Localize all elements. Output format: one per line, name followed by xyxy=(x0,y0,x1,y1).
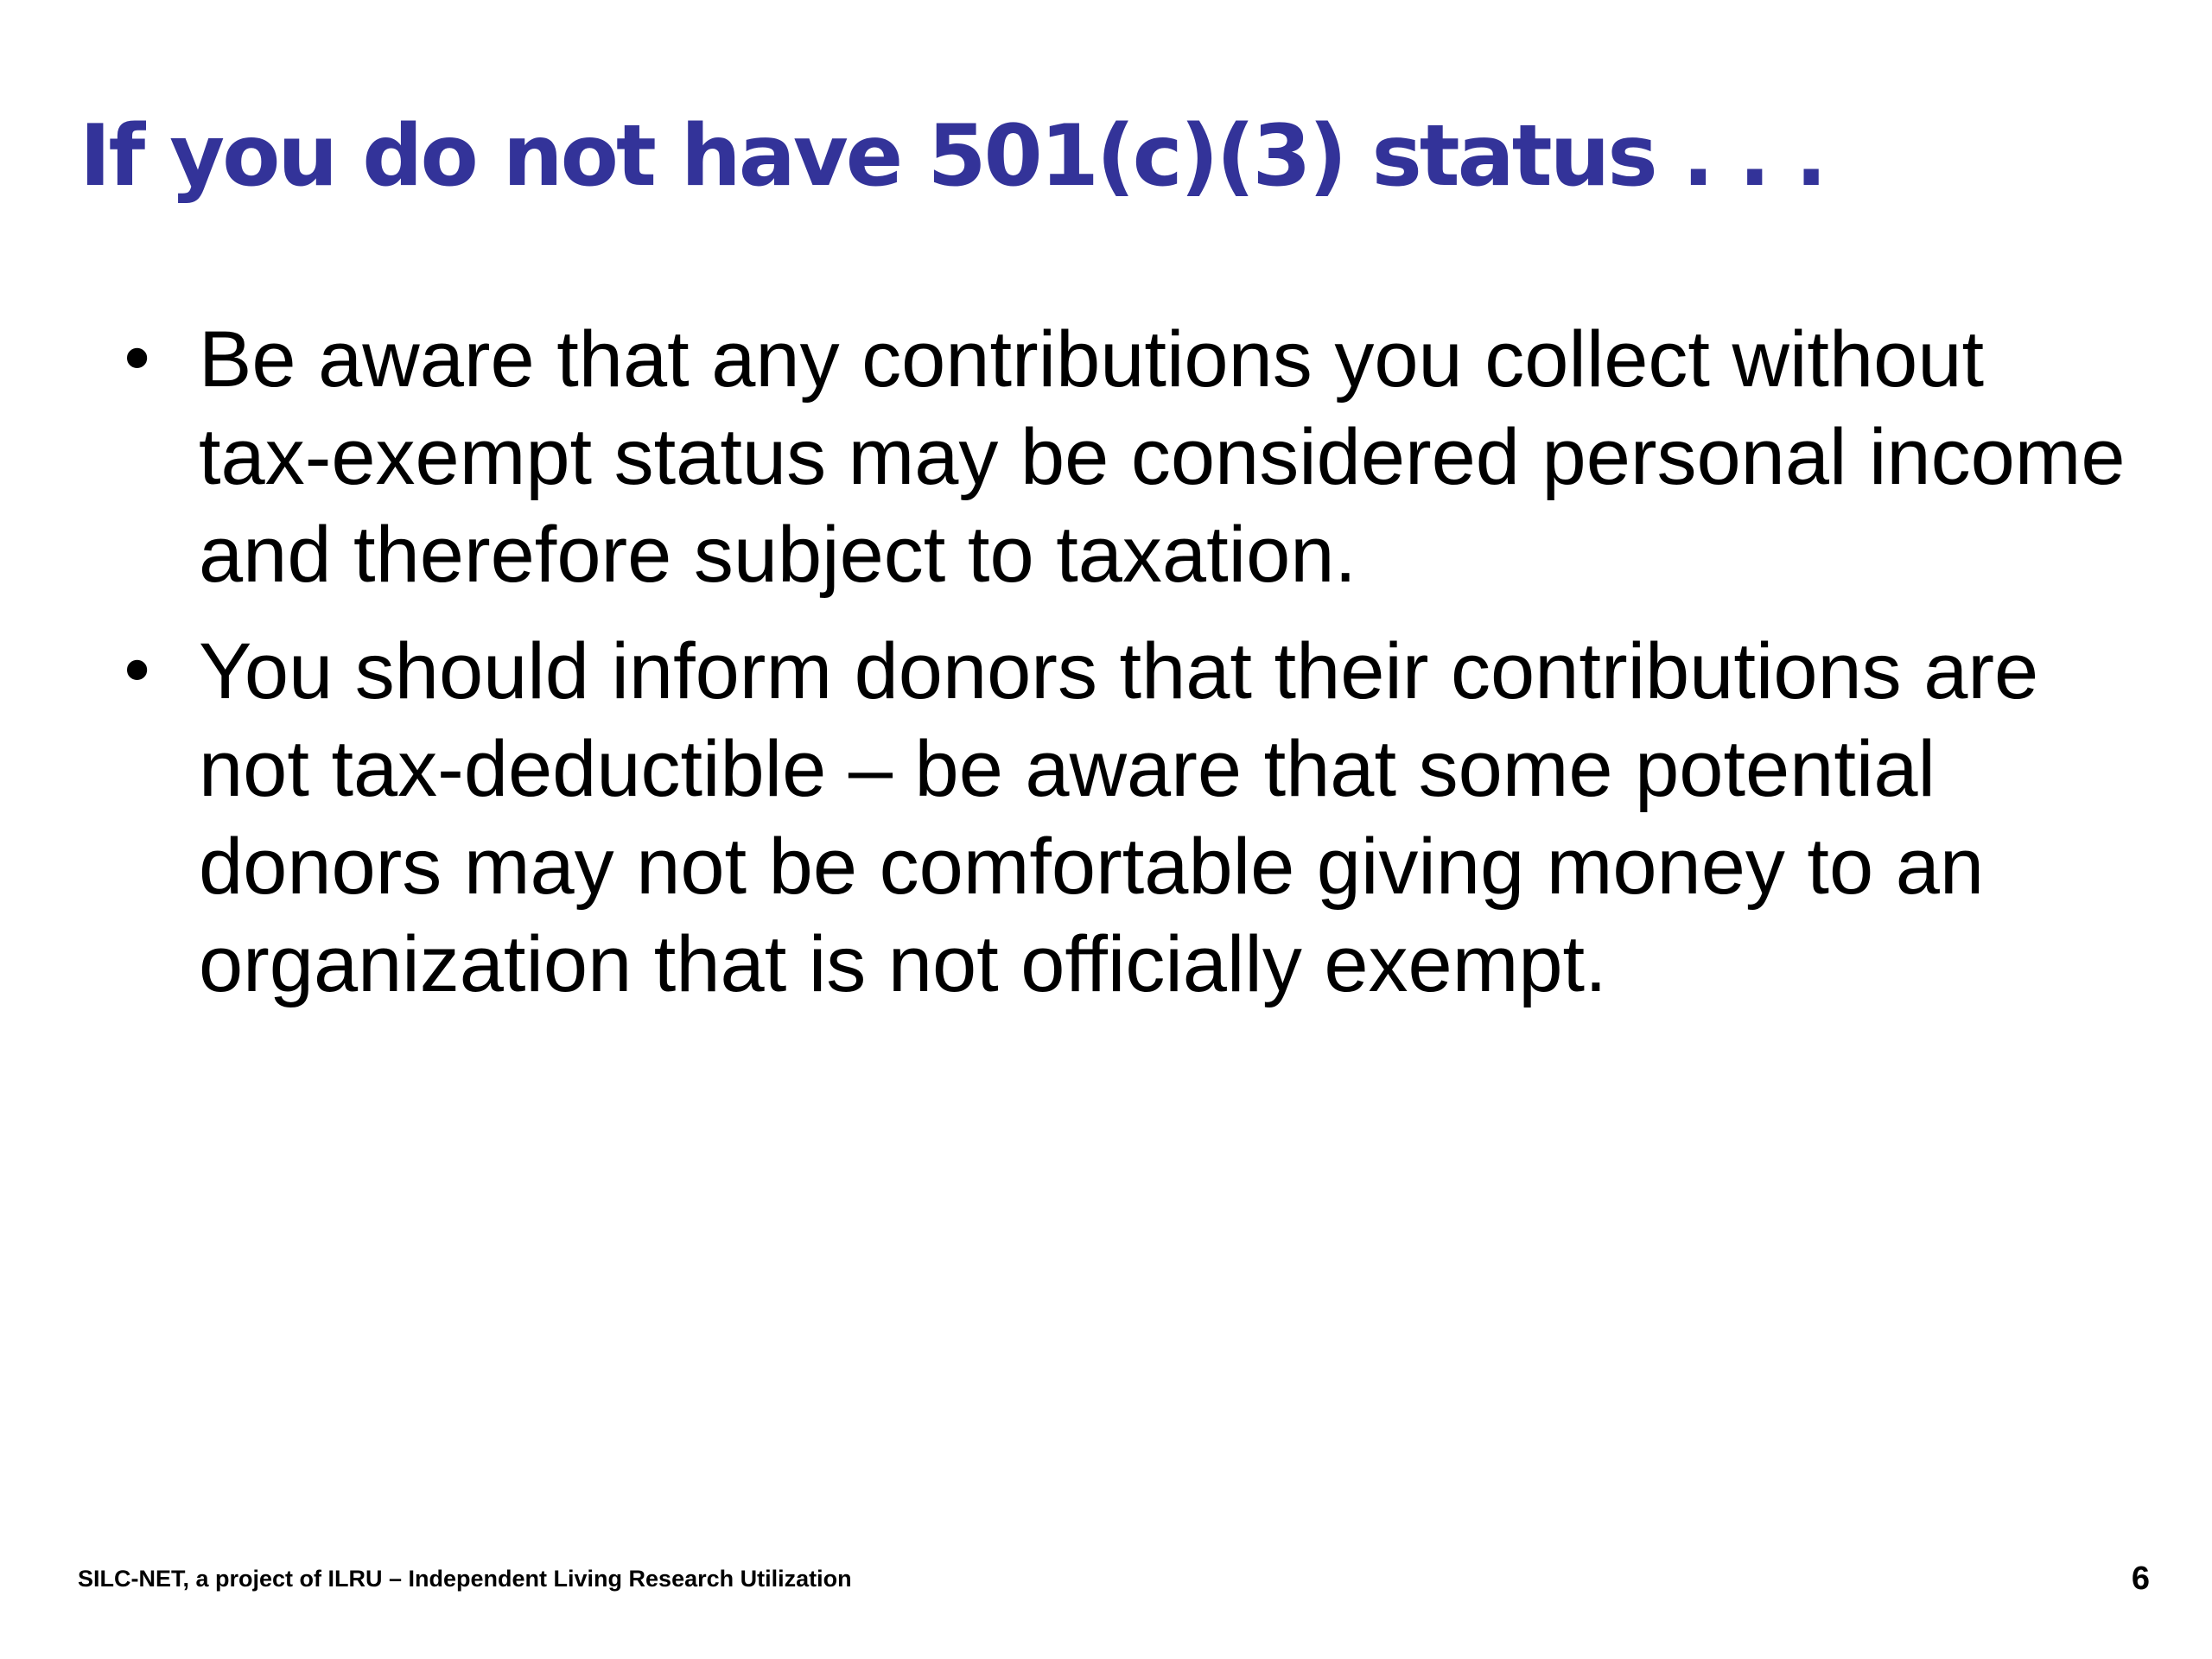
bullet-text: You should inform donors that their contributions are not tax-deductible – be aware that some potential donors may not be comfortable giving money to an organization that is not officially exempt. xyxy=(199,627,2039,1008)
page-number: 6 xyxy=(2131,1560,2150,1597)
bullet-icon: • xyxy=(117,632,158,712)
slide-title: If you do not have 501(c)(3) status . . . xyxy=(79,107,1825,206)
footer-text: SILC-NET, a project of ILRU – Independent Living Research Utilization xyxy=(78,1566,852,1592)
bullet-text: Be aware that any contributions you collect without tax-exempt status may be considered personal income and therefore subject to taxation. xyxy=(199,315,2126,599)
bullet-icon: • xyxy=(117,320,158,400)
bullet-item xyxy=(112,311,2134,604)
bullet-item xyxy=(112,623,2134,1014)
bullet-list xyxy=(112,311,2134,1033)
